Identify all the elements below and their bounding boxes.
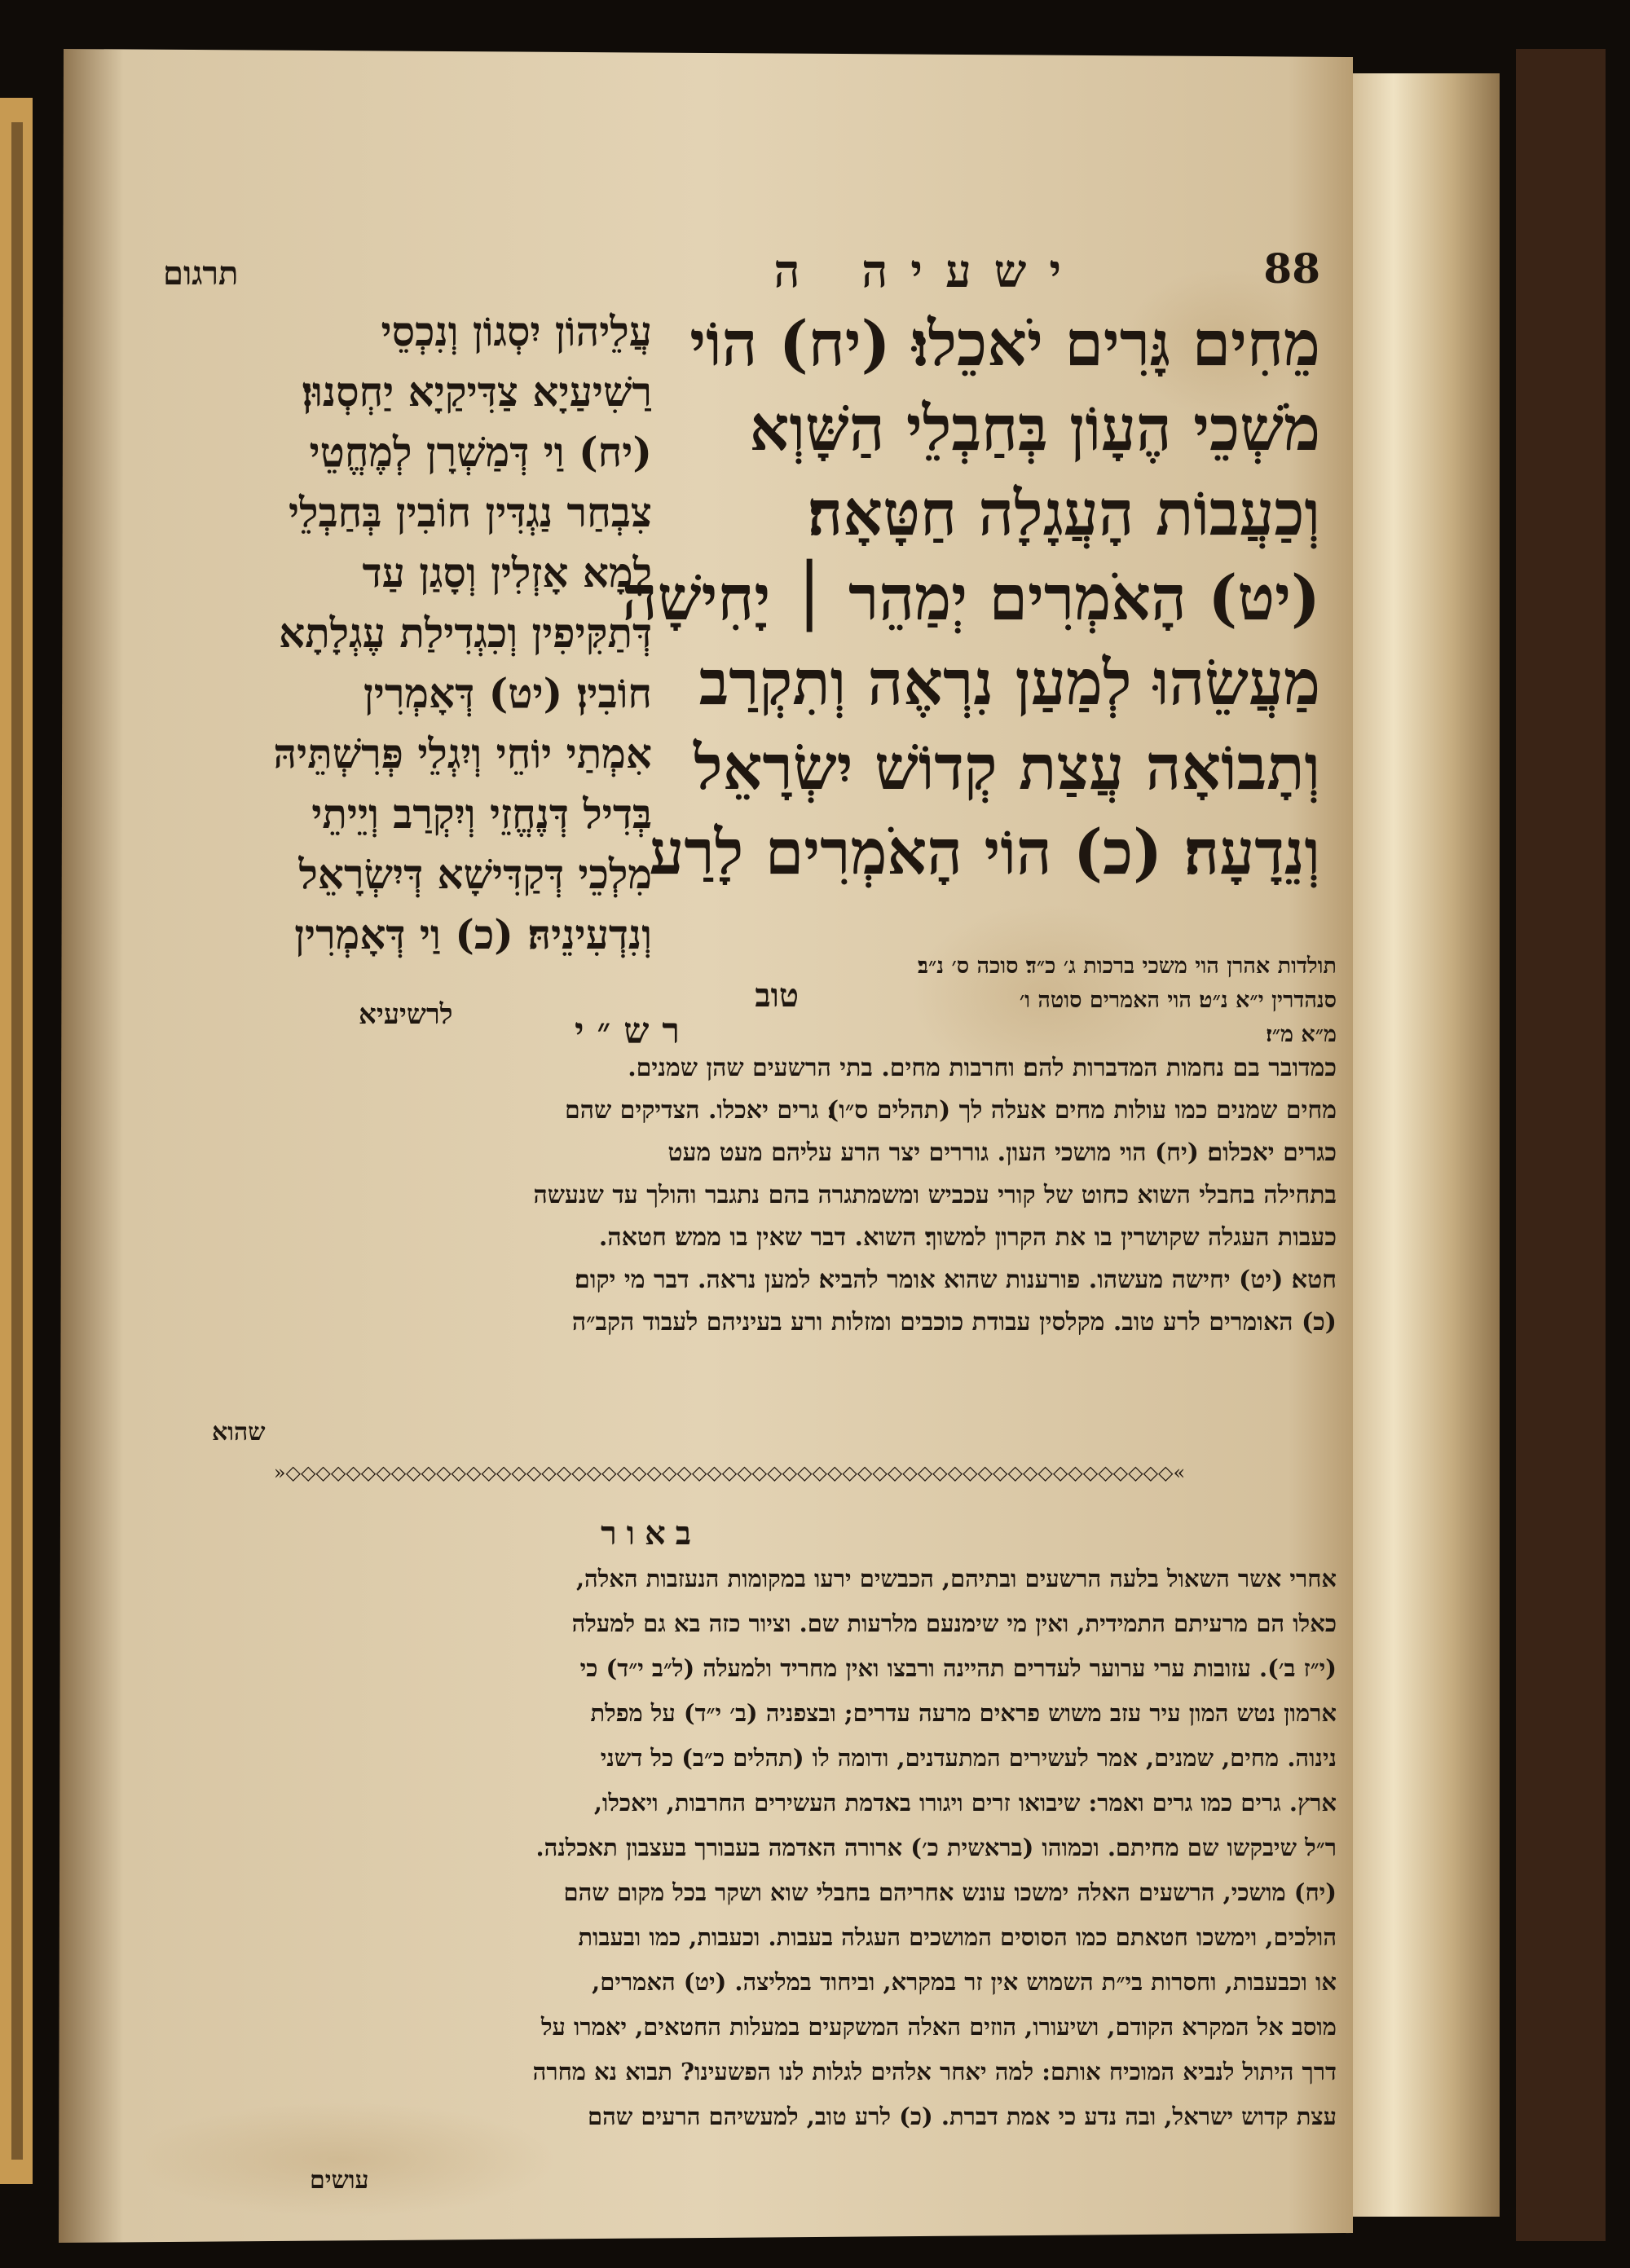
page-edges bbox=[1337, 73, 1500, 2217]
biur-line: כאלו הם מרעיתם התמידית, ואין מי שימנעם מלרעות שם. וציור כזה בא גם למעלה bbox=[571, 1610, 1337, 1637]
biur-line: עצת קדוש ישראל, ובה נדע כי אמת דברת. (כ) לרע טוב, למעשיהם הרעים שהם bbox=[588, 2103, 1337, 2130]
cross-reference-line: תולדות אהרן הוי משכי ברכות ג׳ כ״ד׃ סוכה ס׳ נ״ב׃ bbox=[918, 953, 1337, 979]
book-cover bbox=[1516, 49, 1606, 2241]
main-text-line: וְנֵדָעָה׃ (כ) הוֹי הָאֹמְרִים לָרַע bbox=[649, 816, 1320, 888]
biur-line: (יח) מושכי, הרשעים האלה ימשכו עונש אחריהם בחבלי שוא ושקר בכל מקום שהם bbox=[563, 1878, 1337, 1906]
targum-line: לְמָא אָזְלִין וְסָגַן עַד bbox=[362, 548, 652, 597]
targum-column bbox=[139, 302, 652, 965]
page-number: 88 bbox=[1263, 244, 1320, 293]
rashi-line: מחים שמנים כמו עולות מחים אעלה לך (תהלים ס״ו)׃ גרים יאכלו. הצדיקים שהם bbox=[564, 1096, 1337, 1125]
rashi-catchword: שהוא bbox=[212, 1418, 266, 1447]
rashi-line: כעבות העגלה שקושרין בו את הקרון למשוך׃ השוא. דבר שאין בו ממש׃ חטאה. bbox=[598, 1223, 1337, 1252]
targum-line: מִלְכֵי דְּקַדִּישָׁא דְּיִשְׂרָאֵל bbox=[298, 850, 652, 898]
rashi-line: כגרים יאכלום׃ (יח) הוי מושכי העון. גוררים יצר הרע עליהם מעט מעט bbox=[667, 1138, 1337, 1167]
biur-line: ארץ. גרים כמו גרים ואמר: שיבואו זרים ויגורו באדמת העשירים החרבות, ויאכלו, bbox=[593, 1789, 1337, 1817]
main-text-line: וְתָבוֹאָה עֲצַת קְדוֹשׁ יִשְׂרָאֵל bbox=[694, 731, 1320, 804]
targum-line: אִמְתַי יוֹחֵי וְיִגְלֵי פְּרִשְׁתֵּיהּ bbox=[273, 729, 652, 777]
cross-reference-line: מ״א מ״ז׃ bbox=[1266, 1022, 1337, 1047]
main-text-line: מֹשְׁכֵי הֶעָוֹן בְּחַבְלֵי הַשָּׁוְא bbox=[749, 392, 1320, 465]
biur-line: אחרי אשר השאול בלעה הרשעים ובתיהם, הכבשים ירעו במקומות הנעזבות האלה, bbox=[575, 1565, 1337, 1592]
targum-catchword: לרשיעיא bbox=[359, 998, 453, 1031]
ornamental-divider: »◇◇◇◇◇◇◇◇◇◇◇◇◇◇◇◇◇◇◇◇◇◇◇◇◇◇◇◇◇◇◇◇◇◇◇◇◇◇◇◇◇◇◇◇◇◇◇◇◇◇◇◇◇◇◇◇◇◇◇« bbox=[273, 1461, 1186, 1484]
rashi-line: חטא׃ (יט) יחישה מעשהו. פורענות שהוא אומר להביא׃ למען נראה. דבר מי יקום׃ bbox=[575, 1266, 1337, 1294]
biur-commentary bbox=[114, 1557, 1337, 2139]
printed-page bbox=[65, 57, 1337, 2241]
rashi-commentary bbox=[122, 1047, 1337, 1344]
biur-line: ארמון נטש המון עיר עזב משוש פראים מרעה עדרים; ובצפניה (ב׳ י״ד) על מפלת bbox=[590, 1699, 1337, 1727]
rashi-line: (כ) האומרים לרע טוב. מקלסין עבודת כוכבים ומזלות ורע בעיניהם לעבוד הקב״ה bbox=[571, 1308, 1337, 1337]
biur-catchword: עושים bbox=[310, 2166, 369, 2195]
biur-line: או וכבעבות, וחסרות בי״ת השמוש אין זר במקרא, וביחוד במליצה. (יט) האמרים, bbox=[592, 1968, 1337, 1996]
cross-reference-line: סנהדרין י״א נ״ט׃ הוי האמרים סוטה ו׳ bbox=[1019, 988, 1337, 1013]
biur-line: (י״ז ב׳). עזובות ערי ערוער לעדרים תהיינה ורבצו ואין מחריד ולמעלה (ל״ב י״ד) כי bbox=[579, 1654, 1337, 1682]
main-text-line: מֵחִים גָּרִים יֹאכֵלוּ׃ (יח) הוֹי bbox=[689, 307, 1320, 380]
main-text-line: וְכַעֲבוֹת הָעֲגָלָה חַטָּאָה׃ bbox=[807, 477, 1320, 549]
rashi-line: כמדובר בם נחמות המדברות להם׃ וחרבות מחים. בתי הרשעים שהן שמנים. bbox=[628, 1054, 1337, 1082]
targum-line: חוֹבִין׃ (יט) דְּאָמְרִין bbox=[363, 669, 652, 717]
biur-line: נינוה. מחים, שמנים, אמר לעשירים המתעדנים, ודומה לו (תהלים כ״ב) כל דשני bbox=[600, 1744, 1337, 1772]
main-biblical-text bbox=[587, 302, 1320, 895]
targum-line: עֲלֵיהוֹן יִסְגוֹן וְנִכְסֵי bbox=[381, 307, 652, 355]
running-title: ישעיה ה bbox=[773, 244, 1084, 298]
main-text-line: (יט) הָאֹמְרִים יְמַהֵר ׀ יָחִישָׁה bbox=[621, 561, 1320, 634]
targum-title: תרגום bbox=[163, 254, 239, 293]
main-text-line: מַעֲשֵׂהוּ לְמַעַן נִרְאֶה וְתִקְרַב bbox=[698, 646, 1320, 719]
biur-line: הולכים, וימשכו חטאתם כמו הסוסים המושכים העגלה בעבות. וכעבות, כמו ובעבות bbox=[578, 1923, 1337, 1951]
targum-line: רַשִׁיעַיָא צַדִּיקַיָא יַחְסְנוּן׃ bbox=[302, 368, 652, 416]
targum-line: (יח) וַי דְּמַשְׁרָן לְמֶחֱטֵי bbox=[309, 428, 652, 476]
rashi-line: בתחילה בחבלי השוא כחוט של קורי עכביש ומשמתגרה בהם נתגבר והולך עד שנעשה bbox=[533, 1181, 1337, 1209]
biur-line: דרך היתול לנביא המוכיח אותם: למה יאחר אלהים לגלות לנו הפשעינו? תבוא נא מחרה bbox=[532, 2058, 1337, 2085]
targum-line: צִבְחַר נַגְדִּין חוֹבִין בְּחַבְלֵי bbox=[289, 488, 652, 536]
biur-heading: באור bbox=[601, 1514, 701, 1552]
biur-line: מוסב אל המקרא הקודם, ושיעורו, הוזים האלה המשקעים במעלות החטאים, יאמרו על bbox=[540, 2013, 1337, 2041]
rashi-heading: רש״י bbox=[574, 1011, 693, 1052]
main-text-catchword: טוב bbox=[755, 976, 799, 1015]
targum-line: דְּתַקִּיפִין וְכִגְדִילַת עֶגְלָתָא bbox=[279, 609, 652, 657]
biur-line: ר״ל שיבקשו שם מחיתם. וכמוהו (בראשית כ׳) ארורה האדמה בעבורך בעצבון תאכלנה. bbox=[535, 1834, 1337, 1861]
targum-line: וְנִדְעִינֵיהּ׃ (כ) וַי דְּאָמְרִין bbox=[294, 910, 652, 958]
targum-line: בְּדִיל דְּנֶחֱזֵי וְיִקְרַב וְיֵיתֵי bbox=[311, 790, 652, 838]
